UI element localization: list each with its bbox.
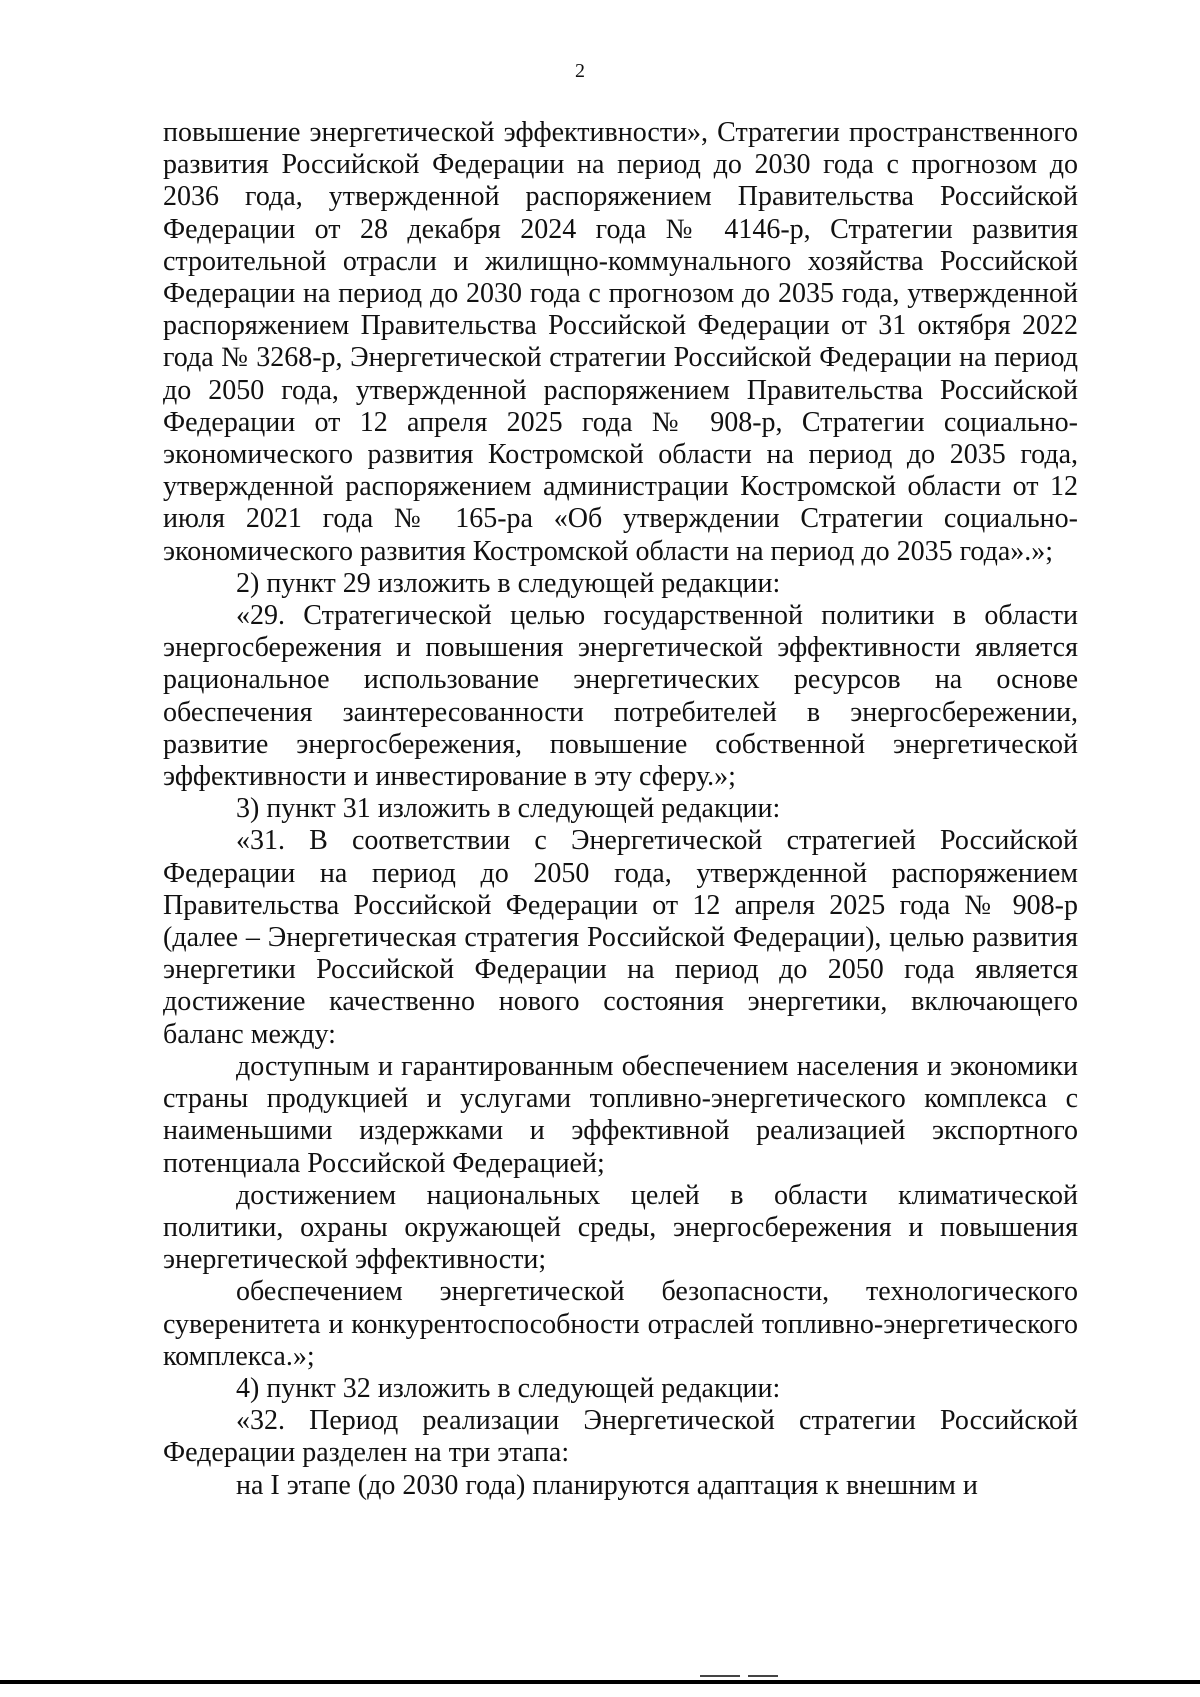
paragraph-item-2-heading: 2) пункт 29 изложить в следующей редакции:	[236, 567, 781, 599]
paragraph-balance-point-3: обеспечением энергетической безопасности, технологического суверенитета и конкурентоспособности отраслей топливно-энергетического комплекса.»;	[163, 1276, 1078, 1372]
paragraph-clause-31: «31. В соответствии с Энергетической стратегией Российской Федерации на период до 2050 года, утвержденной распоряжением Правительства Российской Федерации от 12 апреля 2025 года № 908-р (далее – Энергетическая стратегия Российской Федерации), целью развития энергетики Российской Федерации на период до 2050 года является достижение качественно нового состояния энергетики, включающего баланс между:	[163, 825, 1078, 1050]
paragraph-strategies-list: повышение энергетической эффективности», Стратегии пространственного развития Российской Федерации на период до 2030 года с прогнозом до 2036 года, утвержденной распоряжением Правительства Российской Федерации от 28 декабря 2024 года № 4146-р, Стратегии развития строительной отрасли и жилищно-коммунального хозяйства Российской Федерации на период до 2030 года с прогнозом до 2035 года, утвержденной распоряжением Правительства Российской Федерации от 31 октября 2022 года № 3268-р, Энергетической стратегии Российской Федерации на период до 2050 года, утвержденной распоряжением Правительства Российской Федерации от 12 апреля 2025 года № 908-р, Стратегии социально-экономического развития Костромской области на период до 2035 года, утвержденной распоряжением администрации Костромской области от 12 июля 2021 года № 165-ра «Об утверждении Стратегии социально-экономического развития Костромской области на период до 2035 года».»;	[163, 117, 1078, 567]
page-number: 2	[575, 60, 585, 82]
paragraph-balance-point-1: доступным и гарантированным обеспечением населения и экономики страны продукцией и услугами топливно-энергетического комплекса с наименьшими издержками и эффективной реализацией экспортного потенциала Российской Федерацией;	[163, 1050, 1078, 1179]
paragraph-clause-29: «29. Стратегической целью государственной политики в области энергосбережения и повышения энергетической эффективности является рациональное использование энергетических ресурсов на основе обеспечения заинтересованности потребителей в энергосбережении, развитие энергосбережения, повышение собственной энергетической эффективности и инвестирование в эту сферу.»;	[163, 600, 1078, 793]
paragraph-clause-32: «32. Период реализации Энергетической стратегии Российской Федерации разделен на три этапа:	[163, 1405, 1078, 1469]
paragraph-balance-point-2: достижением национальных целей в области климатической политики, охраны окружающей среды, энергосбережения и повышения энергетической эффективности;	[163, 1179, 1078, 1276]
paragraph-item-4-heading: 4) пункт 32 изложить в следующей редакции:	[236, 1372, 781, 1404]
paragraph-stage-1: на I этапе (до 2030 года) планируются адаптация к внешним и	[236, 1469, 978, 1501]
document-body	[163, 117, 1078, 1502]
scan-artifact-mark	[748, 1675, 778, 1677]
scan-artifact-mark	[700, 1675, 740, 1677]
paragraph-item-3-heading: 3) пункт 31 изложить в следующей редакции:	[236, 793, 781, 825]
scan-bottom-edge	[0, 1680, 1200, 1684]
